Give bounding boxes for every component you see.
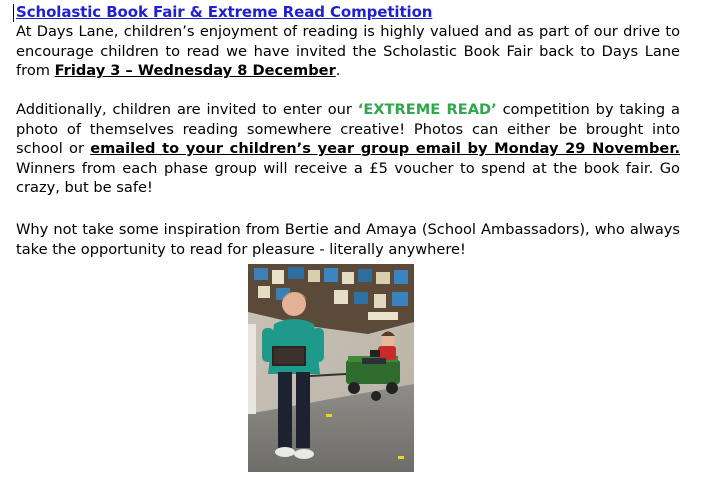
book-fair-end: .: [335, 62, 341, 80]
competition-paragraph: [16, 100, 680, 198]
reading-photo: [248, 264, 414, 472]
newsletter-heading[interactable]: Scholastic Book Fair & Extreme Read Competition: [16, 3, 433, 21]
competition-text: competition by taking a photo of themselves reading somewhere creative! Photos can either be brought into school or: [16, 101, 680, 158]
competition-prize: Winners from each phase group will receive a £5 voucher to spend at the book fair. Go crazy, but be safe!: [16, 159, 680, 197]
book-fair-paragraph: [16, 22, 680, 81]
inspiration-paragraph: Why not take some inspiration from Bertie and Amaya (School Ambassadors), who always take the opportunity to read for pleasure - literally anywhere!: [16, 221, 680, 258]
book-fair-dates: Friday 3 – Wednesday 8 December: [54, 62, 336, 80]
text-cursor: [13, 4, 14, 22]
email-deadline: emailed to your children’s year group email by Monday 29 November.: [90, 140, 680, 158]
competition-name: ‘EXTREME READ’: [357, 101, 497, 118]
competition-intro: Additionally, children are invited to enter our: [16, 101, 358, 118]
book-fair-text: At Days Lane, children’s enjoyment of reading is highly valued and as part of our drive to encourage children to read we have invited the Scholastic Book Fair back to Days Lane from: [16, 23, 680, 80]
